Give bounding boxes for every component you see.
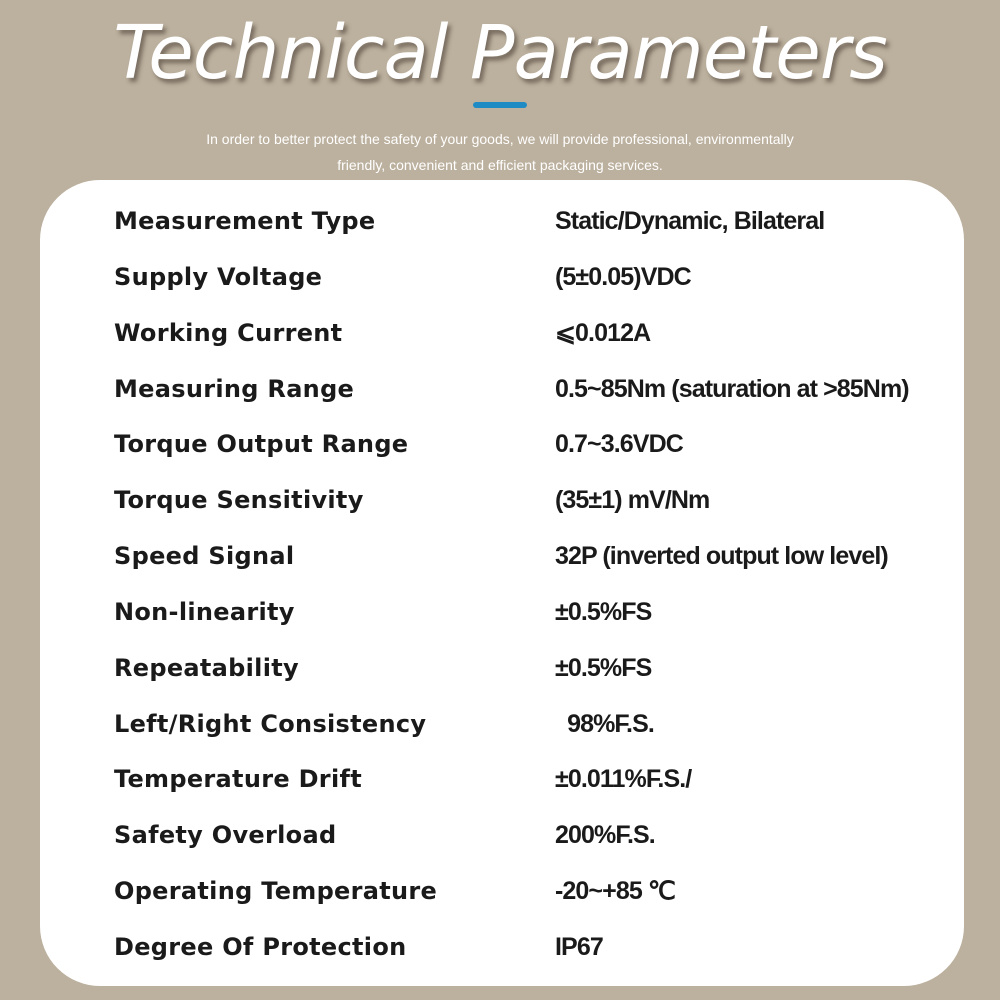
parameter-value: ⩽0.012A (555, 318, 651, 347)
parameters-card (40, 180, 964, 986)
subtitle-line-2: friendly, convenient and efficient packaging services. (337, 157, 663, 173)
parameter-row (40, 920, 964, 976)
parameter-row (40, 697, 964, 753)
parameter-value: 200%F.S. (555, 821, 655, 850)
parameter-label: Working Current (114, 318, 343, 347)
parameter-value: (35±1) mV/Nm (555, 486, 710, 515)
parameter-value: ±0.011%F.S./ (555, 765, 692, 794)
parameter-label: Temperature Drift (114, 765, 362, 794)
parameter-row (40, 250, 964, 306)
parameter-label: Operating Temperature (114, 877, 438, 906)
parameter-row (40, 306, 964, 362)
parameter-label: Safety Overload (114, 821, 337, 850)
parameter-value: Static/Dynamic, Bilateral (555, 207, 825, 235)
parameter-row (40, 752, 964, 808)
parameter-row (40, 362, 964, 418)
parameter-value: 0.5~85Nm (saturation at >85Nm) (555, 374, 909, 403)
parameter-value: ±0.5%FS (555, 653, 652, 682)
parameter-value: 0.7~3.6VDC (555, 430, 683, 459)
parameter-label: Torque Sensitivity (114, 486, 364, 515)
page-title: Technical Parameters (113, 10, 887, 96)
parameter-value: 98%F.S. (555, 709, 654, 738)
parameter-row (40, 417, 964, 473)
parameter-label: Left/Right Consistency (114, 709, 427, 738)
parameter-value: -20~+85 ℃ (555, 877, 676, 906)
parameter-label: Degree Of Protection (114, 932, 407, 961)
page-subtitle (120, 126, 880, 178)
parameter-label: Supply Voltage (114, 262, 323, 291)
parameter-value: (5±0.05)VDC (555, 262, 691, 291)
parameter-row (40, 641, 964, 697)
parameter-value: IP67 (555, 932, 603, 961)
subtitle-line-1: In order to better protect the safety of your goods, we will provide professional, environmentally (206, 131, 794, 147)
title-underline (473, 102, 527, 108)
parameter-row (40, 585, 964, 641)
parameter-label: Repeatability (114, 653, 299, 682)
parameter-label: Torque Output Range (114, 430, 409, 459)
parameter-row (40, 529, 964, 585)
parameter-label: Speed Signal (114, 542, 295, 571)
parameter-label: Measurement Type (114, 207, 376, 235)
parameter-row (40, 473, 964, 529)
parameter-row (40, 808, 964, 864)
parameter-label: Non-linearity (114, 597, 295, 626)
parameter-row (40, 864, 964, 920)
parameter-value: ±0.5%FS (555, 597, 652, 626)
parameters-table (40, 194, 964, 976)
parameter-row (40, 194, 964, 250)
parameter-value: 32P (inverted output low level) (555, 542, 888, 571)
parameter-label: Measuring Range (114, 374, 355, 403)
